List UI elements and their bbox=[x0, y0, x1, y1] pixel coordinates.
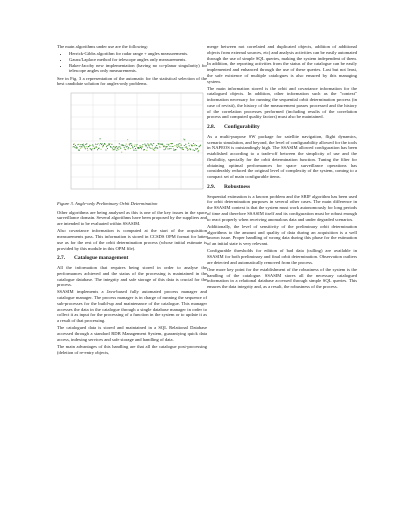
intro-paragraph: The main algorithms under use are the following: bbox=[57, 44, 148, 49]
section-heading-configurability bbox=[207, 124, 357, 131]
plot-point bbox=[149, 147, 150, 148]
plot-point bbox=[177, 146, 178, 147]
plot-point bbox=[121, 152, 122, 153]
plot-point bbox=[135, 148, 136, 149]
plot-point bbox=[78, 144, 79, 145]
plot-point bbox=[120, 148, 121, 149]
plot-point bbox=[181, 145, 182, 146]
plot-point bbox=[178, 144, 179, 145]
section-title: Configurability bbox=[224, 124, 260, 131]
plot-point bbox=[134, 150, 135, 151]
plot-point bbox=[183, 139, 184, 140]
plot-point bbox=[132, 147, 133, 148]
plot-point bbox=[125, 149, 126, 150]
plot-point bbox=[127, 139, 128, 140]
plot-point bbox=[166, 146, 167, 147]
plot-point bbox=[170, 143, 171, 144]
plot-point bbox=[136, 146, 137, 147]
plot-point bbox=[132, 145, 133, 146]
body-paragraph: Configurable thresholds for edition of bad data (culling) are available in SSASIM for both preliminary and final orbit determination. Observation outliers are detected and automatically removed from the process. bbox=[207, 248, 357, 265]
plot-point bbox=[134, 145, 135, 146]
plot-point bbox=[194, 145, 195, 146]
plot-point bbox=[79, 150, 80, 151]
plot-point bbox=[80, 144, 81, 145]
plot-point bbox=[153, 149, 154, 150]
plot-point bbox=[196, 145, 197, 146]
plot-point bbox=[154, 150, 155, 151]
plot-point bbox=[165, 149, 166, 150]
plot-point bbox=[176, 146, 177, 147]
list-item: • Herrick-Gibbs algorithm for radar range + angles measurements. bbox=[69, 51, 207, 57]
plot-point bbox=[117, 148, 118, 149]
plot-point bbox=[164, 149, 165, 150]
plot-point bbox=[102, 147, 103, 148]
plot-point bbox=[169, 148, 170, 149]
plot-point bbox=[195, 145, 196, 146]
plot-point bbox=[119, 146, 120, 147]
body-paragraph: One more key point for the establishment of the robustness of the system is the handling of the catalogue. SSASIM stores all the necessary catalogued information in a relational database accessed through simple SQL queries. This ensures the data integrity and, as a result, the robustness of the process. bbox=[207, 266, 357, 290]
plot-point bbox=[184, 145, 185, 146]
plot-point bbox=[90, 145, 91, 146]
plot-point bbox=[102, 144, 103, 145]
plot-point bbox=[185, 147, 186, 148]
plot-point bbox=[146, 150, 147, 151]
plot-point bbox=[78, 150, 79, 151]
plot-point bbox=[154, 148, 155, 149]
body-paragraph: Also covariance information is computed at the start of the acquisition measurements pass. This information is stored in CCSDS OPM format for latter use as for the rest of the orbit determination process (whose initial estimate is provided by this module in this OPM file). bbox=[57, 228, 207, 251]
plot-point bbox=[141, 148, 142, 149]
right-column bbox=[207, 44, 357, 291]
plot-point bbox=[121, 145, 122, 146]
plot-point bbox=[163, 145, 164, 146]
plot-point bbox=[98, 143, 99, 144]
plot-point bbox=[112, 148, 113, 149]
plot-point bbox=[95, 144, 96, 145]
plot-point bbox=[125, 146, 126, 147]
plot-point bbox=[109, 144, 110, 145]
plot-point bbox=[86, 146, 87, 147]
plot-point bbox=[194, 150, 195, 151]
plot-point bbox=[77, 147, 78, 148]
plot-point bbox=[82, 144, 83, 145]
plot-point bbox=[156, 145, 157, 146]
plot-point bbox=[89, 145, 90, 146]
plot-point bbox=[193, 143, 194, 144]
plot-point bbox=[86, 144, 87, 145]
plot-point bbox=[188, 149, 189, 150]
body-paragraph: The main advantages of this handling are that all the catalogue post-processing (deletion of re-entry objects, bbox=[57, 343, 207, 355]
plot-point bbox=[173, 149, 174, 150]
plot-point bbox=[162, 144, 163, 145]
plot-point bbox=[190, 149, 191, 150]
plot-point bbox=[114, 147, 115, 148]
plot-point bbox=[163, 146, 164, 147]
plot-point bbox=[133, 148, 134, 149]
plot-point bbox=[144, 149, 145, 150]
section-title: Catalogue management bbox=[74, 255, 129, 262]
plot-point bbox=[84, 147, 85, 148]
plot-point bbox=[134, 146, 135, 147]
plot-point bbox=[176, 144, 177, 145]
plot-point bbox=[196, 149, 197, 150]
plot-point bbox=[182, 149, 183, 150]
plot-point bbox=[113, 146, 114, 147]
plot-point bbox=[76, 147, 77, 148]
plot-point bbox=[181, 148, 182, 149]
plot-point bbox=[123, 145, 124, 146]
plot-point bbox=[116, 150, 117, 151]
plot-point bbox=[157, 148, 158, 149]
plot-point bbox=[129, 145, 130, 146]
plot-point bbox=[75, 145, 76, 146]
plot-point bbox=[119, 144, 120, 145]
plot-point bbox=[172, 146, 173, 147]
body-paragraph: All the information that requires being stored in order to analyse the performances achieved and the status of the processing is maintained in the catalogue database. The integrity and safe storage of this data is crucial for the process. bbox=[57, 265, 207, 288]
plot-point bbox=[118, 149, 119, 150]
plot-point bbox=[193, 150, 194, 151]
plot-point bbox=[186, 147, 187, 148]
plot-point bbox=[166, 147, 167, 148]
plot-point bbox=[139, 147, 140, 148]
plot-point bbox=[107, 148, 108, 149]
plot-point bbox=[174, 145, 175, 146]
plot-point bbox=[83, 145, 84, 146]
plot-point bbox=[172, 143, 173, 144]
plot-point bbox=[87, 148, 88, 149]
plot-point bbox=[85, 144, 86, 145]
plot-point bbox=[178, 146, 179, 147]
plot-point bbox=[150, 144, 151, 145]
plot-point bbox=[198, 150, 199, 151]
plot-point bbox=[167, 146, 168, 147]
plot-point bbox=[153, 143, 154, 144]
plot-point bbox=[144, 144, 145, 145]
plot-point bbox=[109, 143, 110, 144]
plot-point bbox=[74, 144, 75, 145]
plot-point bbox=[103, 144, 104, 145]
section-number: 2.9. bbox=[207, 183, 216, 190]
plot-point bbox=[151, 144, 152, 145]
plot-point bbox=[152, 148, 153, 149]
plot-point bbox=[111, 144, 112, 145]
list-item: • Gauss/Laplace method for telescope angles only measurements. bbox=[69, 57, 207, 63]
plot-point bbox=[135, 150, 136, 151]
plot-point bbox=[116, 146, 117, 147]
plot-point bbox=[131, 143, 132, 144]
body-paragraph: Sequential estimation is a known problem and the SRIF algorithm has been used for orbit determination purposes in several other cases. The main difference in the SSASIM context is that the system must work autonomously for long periods of time and therefore SSASIM itself and its configuration must be robust enough to react properly when receiving anomalous data and under degraded scenarios. bbox=[207, 193, 357, 222]
plot-point bbox=[80, 148, 81, 149]
section-heading-catalogue bbox=[57, 255, 207, 262]
plot-point bbox=[171, 146, 172, 147]
plot-point bbox=[197, 148, 198, 149]
plot-point bbox=[141, 147, 142, 148]
plot-point bbox=[188, 143, 189, 144]
plot-point bbox=[92, 145, 93, 146]
plot-point bbox=[111, 147, 112, 148]
body-paragraph: Additionally, the level of sensitivity of the preliminary orbit determination algorithms to the amount and quality of data during an acquisition is a well known issue. Proper handling of wrong data during this phase for the estimation of an initial state is very relevant. bbox=[207, 223, 357, 247]
plot-point bbox=[130, 148, 131, 149]
plot-point bbox=[105, 144, 106, 145]
plot-point bbox=[149, 145, 150, 146]
plot-point bbox=[128, 147, 129, 148]
plot-point bbox=[75, 148, 76, 149]
plot-point bbox=[99, 145, 100, 146]
body-paragraph: merge between not correlated and duplicated objects, addition of additional objects from external sources, etc) and analysis activities can be easily automated through the use of simple SQL queries, making the system independent of them. In addition, the reporting activities from the status of the catalogue can be easily implemented and enhanced through the use of these queries. Last but not least, the safe existence of multiple catalogues is also ensured by this managing system. bbox=[207, 44, 357, 84]
plot-point bbox=[150, 148, 151, 149]
plot-point bbox=[148, 144, 149, 145]
plot-point bbox=[175, 149, 176, 150]
plot-point bbox=[84, 146, 85, 147]
plot-point bbox=[106, 146, 107, 147]
plot-point bbox=[72, 147, 73, 148]
plot-point bbox=[174, 150, 175, 151]
plot-point bbox=[126, 144, 127, 145]
plot-point bbox=[100, 143, 101, 144]
section-title: Robustness bbox=[224, 183, 251, 190]
body-paragraph: The catalogued data is stored and maintained in a SQL Relational Database accessed through a standard RDB Management System, guarantying quick data access, indexing services and safe storage and handling of data. bbox=[57, 325, 207, 342]
plot-point bbox=[97, 144, 98, 145]
plot-point bbox=[185, 144, 186, 145]
plot-point bbox=[113, 149, 114, 150]
plot-point bbox=[130, 143, 131, 144]
plot-point bbox=[82, 146, 83, 147]
plot-point bbox=[187, 148, 188, 149]
plot-point bbox=[167, 149, 168, 150]
plot-point bbox=[128, 148, 129, 149]
plot-point bbox=[165, 146, 166, 147]
plot-point bbox=[189, 145, 190, 146]
plot-point bbox=[184, 139, 185, 140]
plot-point bbox=[169, 146, 170, 147]
plot-point bbox=[192, 145, 193, 146]
plot-point bbox=[112, 150, 113, 151]
plot-point bbox=[99, 148, 100, 149]
plot-point bbox=[73, 146, 74, 147]
plot-point bbox=[89, 146, 90, 147]
plot-point bbox=[101, 149, 102, 150]
plot-point bbox=[182, 148, 183, 149]
plot-point bbox=[73, 144, 74, 145]
plot-point bbox=[93, 146, 94, 147]
plot-point bbox=[200, 145, 201, 146]
plot-point bbox=[140, 147, 141, 148]
plot-point bbox=[183, 149, 184, 150]
plot-point bbox=[100, 139, 101, 140]
plot-point bbox=[180, 148, 181, 149]
figure-reference-paragraph: See in Fig. 3 a representation of the automatic for the statistical selection of the best candidate solution for angles-only problems. bbox=[57, 75, 207, 87]
plot-point bbox=[95, 147, 96, 148]
plot-point bbox=[124, 149, 125, 150]
body-paragraph: The main information stored is the orbit and covariance information for the catalogued objects. In addition, other information such as the "context" information necessary for running the sequential orbit determination process (in case of revisit), the history of the measurement passes processed and the history of the correlation processes performed (including results of the correlation process and computed quality factors) must also be maintained. bbox=[207, 85, 357, 120]
plot-point bbox=[127, 146, 128, 147]
body-paragraph: Other algorithms are being analysed as this is one of the key issues in the space surveillance domain. Several algorithms have been proposed by the suppliers and are intended to be evaluated within SSASIM. bbox=[57, 209, 207, 227]
plot-point bbox=[81, 147, 82, 148]
plot-point bbox=[124, 147, 125, 148]
plot-point bbox=[91, 150, 92, 151]
plot-point bbox=[118, 147, 119, 148]
plot-point bbox=[90, 148, 91, 149]
plot-point bbox=[179, 143, 180, 144]
figure-caption: Figure 3. Angle-only Preliminary Orbit Determination bbox=[57, 201, 158, 207]
plot-point bbox=[159, 144, 160, 145]
plot-point bbox=[166, 144, 167, 145]
plot-point bbox=[114, 149, 115, 150]
plot-point bbox=[105, 150, 106, 151]
plot-point bbox=[97, 149, 98, 150]
plot-point bbox=[85, 148, 86, 149]
list-item: • Baker-Jacoby new implementation (having no co-planar singularity) for telescope angles only measurements. bbox=[69, 63, 207, 75]
plot-point bbox=[74, 147, 75, 148]
plot-point bbox=[103, 145, 104, 146]
plot-point bbox=[142, 144, 143, 145]
plot-point bbox=[156, 148, 157, 149]
section-number: 2.7. bbox=[57, 255, 66, 262]
plot-point bbox=[140, 146, 141, 147]
plot-point bbox=[171, 143, 172, 144]
section-heading-robustness bbox=[207, 184, 357, 191]
plot-point bbox=[96, 147, 97, 148]
plot-point bbox=[152, 145, 153, 146]
body-paragraph: As a multi-purpose SW package for satellite navigation, flight dynamics, scenario simulation, and beyond, the level of configurability allowed for the tools in NAPEOS is outstandingly high. The SSASIM allowed configuration has been established according to a trade-off between the simplicity of use and the flexibility, specially for the orbit determination function. Tuning the filter for obtaining optimal performances for space surveillance operations has considerably reduced the original level of complexity of the system, coming to a compact set of main configurable items. bbox=[207, 133, 357, 180]
plot-point bbox=[79, 146, 80, 147]
plot-point bbox=[198, 151, 199, 152]
left-column bbox=[57, 44, 207, 357]
plot-point bbox=[136, 144, 137, 145]
plot-point bbox=[107, 145, 108, 146]
plot-point bbox=[139, 146, 140, 147]
algorithm-list bbox=[57, 51, 207, 74]
plot-point bbox=[77, 144, 78, 145]
figure-3-plot bbox=[57, 89, 207, 199]
plot-point bbox=[83, 144, 84, 145]
plot-point bbox=[87, 150, 88, 151]
plot-point bbox=[146, 146, 147, 147]
plot-point bbox=[160, 147, 161, 148]
plot-point bbox=[115, 148, 116, 149]
plot-point bbox=[170, 148, 171, 149]
plot-point bbox=[147, 147, 148, 148]
plot-point bbox=[168, 144, 169, 145]
plot-point bbox=[179, 147, 180, 148]
section-number: 2.8. bbox=[207, 124, 216, 131]
plot-point bbox=[142, 146, 143, 147]
body-paragraph: SSASIM implements a Java-based fully automated process manager and catalogue manager. The process manager is in charge of running the sequence of sub-processes for the build-up and maintenance of the catalogue. This manager accesses the data in the catalogue through a single database manager in order to collect it as input for the processing of a function in the system or to update it as a result of that processing. bbox=[57, 289, 207, 324]
plot-point bbox=[151, 148, 152, 149]
plot-point bbox=[92, 148, 93, 149]
plot-point bbox=[177, 147, 178, 148]
plot-point bbox=[148, 145, 149, 146]
scatter-plot-image bbox=[57, 89, 207, 199]
